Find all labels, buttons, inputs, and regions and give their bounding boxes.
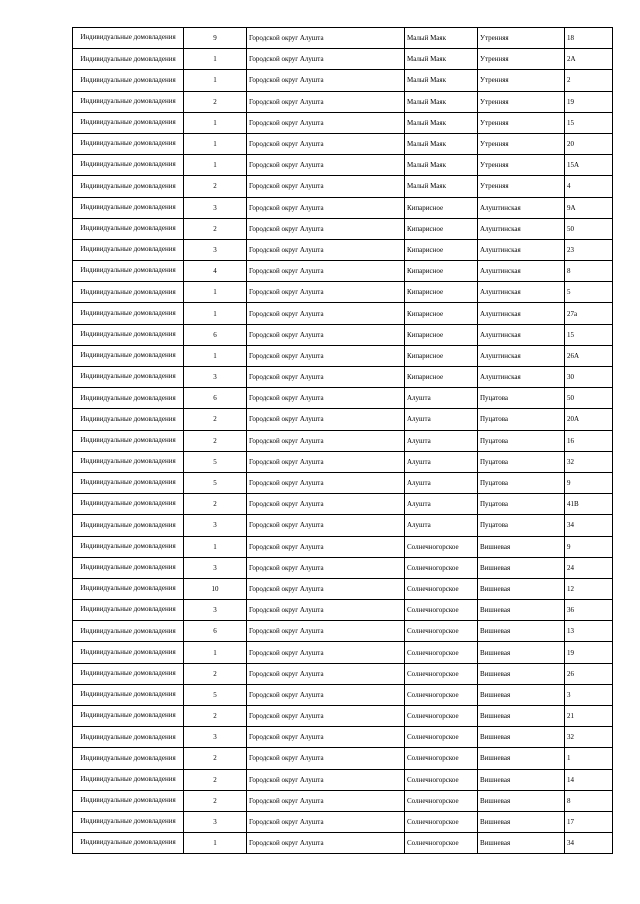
street-cell: Алуштинская xyxy=(478,197,565,218)
table-row xyxy=(73,706,613,727)
building-type-cell: Индивидуальные домовладения xyxy=(73,472,184,493)
locality-cell: Малый Маяк xyxy=(405,176,478,197)
count-cell: 2 xyxy=(184,218,247,239)
district-cell: Городской округ Алушта xyxy=(247,727,405,748)
count-cell: 2 xyxy=(184,663,247,684)
building-type-cell: Индивидуальные домовладения xyxy=(73,811,184,832)
locality-cell: Малый Маяк xyxy=(405,133,478,154)
locality-cell: Кипарисное xyxy=(405,239,478,260)
count-cell: 3 xyxy=(184,600,247,621)
table-row xyxy=(73,112,613,133)
count-cell: 2 xyxy=(184,494,247,515)
table-row xyxy=(73,197,613,218)
table-row xyxy=(73,133,613,154)
house-number-cell: 19 xyxy=(565,91,613,112)
table-row xyxy=(73,49,613,70)
street-cell: Вишневая xyxy=(478,684,565,705)
building-type-cell: Индивидуальные домовладения xyxy=(73,324,184,345)
count-cell: 1 xyxy=(184,112,247,133)
table-row xyxy=(73,303,613,324)
table-row xyxy=(73,472,613,493)
table-row xyxy=(73,155,613,176)
street-cell: Вишневая xyxy=(478,578,565,599)
house-number-cell: 23 xyxy=(565,239,613,260)
table-row xyxy=(73,515,613,536)
district-cell: Городской округ Алушта xyxy=(247,49,405,70)
table-row xyxy=(73,600,613,621)
district-cell: Городской округ Алушта xyxy=(247,748,405,769)
locality-cell: Солнечногорское xyxy=(405,748,478,769)
count-cell: 2 xyxy=(184,176,247,197)
count-cell: 1 xyxy=(184,536,247,557)
house-number-cell: 32 xyxy=(565,451,613,472)
building-type-cell: Индивидуальные домовладения xyxy=(73,557,184,578)
building-type-cell: Индивидуальные домовладения xyxy=(73,112,184,133)
building-type-cell: Индивидуальные домовладения xyxy=(73,155,184,176)
street-cell: Утренняя xyxy=(478,28,565,49)
house-number-cell: 19 xyxy=(565,642,613,663)
locality-cell: Кипарисное xyxy=(405,345,478,366)
locality-cell: Малый Маяк xyxy=(405,49,478,70)
count-cell: 6 xyxy=(184,388,247,409)
locality-cell: Солнечногорское xyxy=(405,727,478,748)
table-row xyxy=(73,684,613,705)
district-cell: Городской округ Алушта xyxy=(247,790,405,811)
table-row xyxy=(73,261,613,282)
street-cell: Пуцатова xyxy=(478,494,565,515)
street-cell: Вишневая xyxy=(478,790,565,811)
count-cell: 1 xyxy=(184,49,247,70)
locality-cell: Солнечногорское xyxy=(405,833,478,854)
street-cell: Утренняя xyxy=(478,133,565,154)
district-cell: Городской округ Алушта xyxy=(247,833,405,854)
locality-cell: Солнечногорское xyxy=(405,706,478,727)
locality-cell: Солнечногорское xyxy=(405,684,478,705)
building-type-cell: Индивидуальные домовладения xyxy=(73,727,184,748)
building-type-cell: Индивидуальные домовладения xyxy=(73,388,184,409)
house-number-cell: 14 xyxy=(565,769,613,790)
street-cell: Алуштинская xyxy=(478,303,565,324)
table-row xyxy=(73,367,613,388)
house-number-cell: 5 xyxy=(565,282,613,303)
locality-cell: Малый Маяк xyxy=(405,70,478,91)
count-cell: 2 xyxy=(184,790,247,811)
building-type-cell: Индивидуальные домовладения xyxy=(73,663,184,684)
district-cell: Городской округ Алушта xyxy=(247,133,405,154)
table-row xyxy=(73,642,613,663)
street-cell: Вишневая xyxy=(478,769,565,790)
district-cell: Городской округ Алушта xyxy=(247,578,405,599)
house-number-cell: 34 xyxy=(565,833,613,854)
locality-cell: Солнечногорское xyxy=(405,769,478,790)
building-type-cell: Индивидуальные домовладения xyxy=(73,748,184,769)
table-row xyxy=(73,218,613,239)
house-number-cell: 20 xyxy=(565,133,613,154)
district-cell: Городской округ Алушта xyxy=(247,28,405,49)
table-row xyxy=(73,324,613,345)
street-cell: Пуцатова xyxy=(478,430,565,451)
table-row xyxy=(73,430,613,451)
district-cell: Городской округ Алушта xyxy=(247,472,405,493)
locality-cell: Кипарисное xyxy=(405,282,478,303)
count-cell: 1 xyxy=(184,282,247,303)
count-cell: 1 xyxy=(184,303,247,324)
district-cell: Городской округ Алушта xyxy=(247,91,405,112)
building-type-cell: Индивидуальные домовладения xyxy=(73,303,184,324)
building-type-cell: Индивидуальные домовладения xyxy=(73,367,184,388)
house-number-cell: 16 xyxy=(565,430,613,451)
street-cell: Вишневая xyxy=(478,663,565,684)
locality-cell: Солнечногорское xyxy=(405,621,478,642)
house-number-cell: 21 xyxy=(565,706,613,727)
count-cell: 6 xyxy=(184,621,247,642)
locality-cell: Алушта xyxy=(405,472,478,493)
district-cell: Городской округ Алушта xyxy=(247,684,405,705)
count-cell: 1 xyxy=(184,155,247,176)
count-cell: 6 xyxy=(184,324,247,345)
street-cell: Вишневая xyxy=(478,748,565,769)
count-cell: 2 xyxy=(184,748,247,769)
house-number-cell: 9 xyxy=(565,472,613,493)
house-number-cell: 15 xyxy=(565,324,613,345)
building-type-cell: Индивидуальные домовладения xyxy=(73,833,184,854)
building-type-cell: Индивидуальные домовладения xyxy=(73,621,184,642)
count-cell: 1 xyxy=(184,345,247,366)
district-cell: Городской округ Алушта xyxy=(247,70,405,91)
building-type-cell: Индивидуальные домовладения xyxy=(73,706,184,727)
locality-cell: Солнечногорское xyxy=(405,642,478,663)
district-cell: Городской округ Алушта xyxy=(247,155,405,176)
street-cell: Пуцатова xyxy=(478,451,565,472)
locality-cell: Малый Маяк xyxy=(405,91,478,112)
building-type-cell: Индивидуальные домовладения xyxy=(73,430,184,451)
street-cell: Алуштинская xyxy=(478,367,565,388)
count-cell: 2 xyxy=(184,91,247,112)
locality-cell: Малый Маяк xyxy=(405,112,478,133)
street-cell: Пуцатова xyxy=(478,409,565,430)
house-number-cell: 26А xyxy=(565,345,613,366)
house-number-cell: 2 xyxy=(565,70,613,91)
house-number-cell: 1 xyxy=(565,748,613,769)
district-cell: Городской округ Алушта xyxy=(247,112,405,133)
locality-cell: Солнечногорское xyxy=(405,790,478,811)
house-number-cell: 36 xyxy=(565,600,613,621)
locality-cell: Солнечногорское xyxy=(405,663,478,684)
count-cell: 5 xyxy=(184,472,247,493)
locality-cell: Кипарисное xyxy=(405,197,478,218)
district-cell: Городской округ Алушта xyxy=(247,621,405,642)
count-cell: 3 xyxy=(184,515,247,536)
street-cell: Алуштинская xyxy=(478,261,565,282)
street-cell: Алуштинская xyxy=(478,345,565,366)
count-cell: 3 xyxy=(184,197,247,218)
house-number-cell: 34 xyxy=(565,515,613,536)
table-body xyxy=(73,28,613,854)
locality-cell: Малый Маяк xyxy=(405,155,478,176)
table-row xyxy=(73,282,613,303)
building-type-cell: Индивидуальные домовладения xyxy=(73,261,184,282)
locality-cell: Алушта xyxy=(405,430,478,451)
building-type-cell: Индивидуальные домовладения xyxy=(73,197,184,218)
table-row xyxy=(73,769,613,790)
address-table xyxy=(72,27,613,854)
street-cell: Пуцатова xyxy=(478,388,565,409)
locality-cell: Кипарисное xyxy=(405,261,478,282)
count-cell: 9 xyxy=(184,28,247,49)
house-number-cell: 4 xyxy=(565,176,613,197)
building-type-cell: Индивидуальные домовладения xyxy=(73,91,184,112)
house-number-cell: 12 xyxy=(565,578,613,599)
locality-cell: Солнечногорское xyxy=(405,557,478,578)
building-type-cell: Индивидуальные домовладения xyxy=(73,239,184,260)
building-type-cell: Индивидуальные домовладения xyxy=(73,451,184,472)
house-number-cell: 9 xyxy=(565,536,613,557)
table-row xyxy=(73,536,613,557)
count-cell: 2 xyxy=(184,769,247,790)
count-cell: 4 xyxy=(184,261,247,282)
street-cell: Алуштинская xyxy=(478,324,565,345)
house-number-cell: 20А xyxy=(565,409,613,430)
house-number-cell: 24 xyxy=(565,557,613,578)
table-row xyxy=(73,811,613,832)
street-cell: Вишневая xyxy=(478,727,565,748)
table-row xyxy=(73,345,613,366)
building-type-cell: Индивидуальные домовладения xyxy=(73,494,184,515)
building-type-cell: Индивидуальные домовладения xyxy=(73,578,184,599)
table-row xyxy=(73,70,613,91)
district-cell: Городской округ Алушта xyxy=(247,197,405,218)
street-cell: Вишневая xyxy=(478,557,565,578)
street-cell: Алуштинская xyxy=(478,239,565,260)
locality-cell: Кипарисное xyxy=(405,218,478,239)
building-type-cell: Индивидуальные домовладения xyxy=(73,515,184,536)
district-cell: Городской округ Алушта xyxy=(247,557,405,578)
table-row xyxy=(73,409,613,430)
building-type-cell: Индивидуальные домовладения xyxy=(73,282,184,303)
building-type-cell: Индивидуальные домовладения xyxy=(73,600,184,621)
street-cell: Алуштинская xyxy=(478,282,565,303)
building-type-cell: Индивидуальные домовладения xyxy=(73,176,184,197)
district-cell: Городской округ Алушта xyxy=(247,218,405,239)
house-number-cell: 30 xyxy=(565,367,613,388)
table-row xyxy=(73,621,613,642)
house-number-cell: 9А xyxy=(565,197,613,218)
house-number-cell: 50 xyxy=(565,218,613,239)
count-cell: 3 xyxy=(184,367,247,388)
locality-cell: Кипарисное xyxy=(405,367,478,388)
table-row xyxy=(73,28,613,49)
table-row xyxy=(73,790,613,811)
table-row xyxy=(73,557,613,578)
district-cell: Городской округ Алушта xyxy=(247,515,405,536)
table-row xyxy=(73,727,613,748)
count-cell: 1 xyxy=(184,833,247,854)
district-cell: Городской округ Алушта xyxy=(247,176,405,197)
table-row xyxy=(73,388,613,409)
table-row xyxy=(73,833,613,854)
house-number-cell: 41В xyxy=(565,494,613,515)
count-cell: 1 xyxy=(184,642,247,663)
house-number-cell: 27а xyxy=(565,303,613,324)
count-cell: 1 xyxy=(184,70,247,91)
street-cell: Вишневая xyxy=(478,600,565,621)
building-type-cell: Индивидуальные домовладения xyxy=(73,790,184,811)
district-cell: Городской округ Алушта xyxy=(247,303,405,324)
district-cell: Городской округ Алушта xyxy=(247,600,405,621)
building-type-cell: Индивидуальные домовладения xyxy=(73,345,184,366)
locality-cell: Алушта xyxy=(405,494,478,515)
district-cell: Городской округ Алушта xyxy=(247,430,405,451)
district-cell: Городской округ Алушта xyxy=(247,261,405,282)
locality-cell: Солнечногорское xyxy=(405,811,478,832)
count-cell: 10 xyxy=(184,578,247,599)
locality-cell: Алушта xyxy=(405,451,478,472)
district-cell: Городской округ Алушта xyxy=(247,811,405,832)
street-cell: Утренняя xyxy=(478,70,565,91)
street-cell: Утренняя xyxy=(478,155,565,176)
house-number-cell: 13 xyxy=(565,621,613,642)
district-cell: Городской округ Алушта xyxy=(247,642,405,663)
district-cell: Городской округ Алушта xyxy=(247,769,405,790)
count-cell: 2 xyxy=(184,430,247,451)
street-cell: Утренняя xyxy=(478,112,565,133)
table-row xyxy=(73,176,613,197)
table-row xyxy=(73,494,613,515)
building-type-cell: Индивидуальные домовладения xyxy=(73,769,184,790)
street-cell: Утренняя xyxy=(478,49,565,70)
table-row xyxy=(73,578,613,599)
house-number-cell: 8 xyxy=(565,261,613,282)
building-type-cell: Индивидуальные домовладения xyxy=(73,49,184,70)
district-cell: Городской округ Алушта xyxy=(247,451,405,472)
street-cell: Вишневая xyxy=(478,811,565,832)
street-cell: Пуцатова xyxy=(478,472,565,493)
house-number-cell: 26 xyxy=(565,663,613,684)
locality-cell: Кипарисное xyxy=(405,324,478,345)
building-type-cell: Индивидуальные домовладения xyxy=(73,684,184,705)
house-number-cell: 8 xyxy=(565,790,613,811)
locality-cell: Кипарисное xyxy=(405,303,478,324)
building-type-cell: Индивидуальные домовладения xyxy=(73,133,184,154)
street-cell: Утренняя xyxy=(478,176,565,197)
count-cell: 5 xyxy=(184,451,247,472)
locality-cell: Солнечногорское xyxy=(405,600,478,621)
street-cell: Пуцатова xyxy=(478,515,565,536)
count-cell: 3 xyxy=(184,557,247,578)
building-type-cell: Индивидуальные домовладения xyxy=(73,70,184,91)
house-number-cell: 32 xyxy=(565,727,613,748)
district-cell: Городской округ Алушта xyxy=(247,706,405,727)
building-type-cell: Индивидуальные домовладения xyxy=(73,409,184,430)
locality-cell: Алушта xyxy=(405,409,478,430)
house-number-cell: 18 xyxy=(565,28,613,49)
street-cell: Вишневая xyxy=(478,833,565,854)
district-cell: Городской округ Алушта xyxy=(247,663,405,684)
district-cell: Городской округ Алушта xyxy=(247,409,405,430)
locality-cell: Алушта xyxy=(405,388,478,409)
locality-cell: Солнечногорское xyxy=(405,578,478,599)
locality-cell: Солнечногорское xyxy=(405,536,478,557)
district-cell: Городской округ Алушта xyxy=(247,494,405,515)
table-row xyxy=(73,663,613,684)
district-cell: Городской округ Алушта xyxy=(247,367,405,388)
table-row xyxy=(73,239,613,260)
building-type-cell: Индивидуальные домовладения xyxy=(73,28,184,49)
street-cell: Вишневая xyxy=(478,706,565,727)
table-row xyxy=(73,748,613,769)
building-type-cell: Индивидуальные домовладения xyxy=(73,642,184,663)
district-cell: Городской округ Алушта xyxy=(247,345,405,366)
locality-cell: Малый Маяк xyxy=(405,28,478,49)
house-number-cell: 15 xyxy=(565,112,613,133)
building-type-cell: Индивидуальные домовладения xyxy=(73,536,184,557)
count-cell: 2 xyxy=(184,409,247,430)
count-cell: 5 xyxy=(184,684,247,705)
street-cell: Утренняя xyxy=(478,91,565,112)
count-cell: 3 xyxy=(184,239,247,260)
district-cell: Городской округ Алушта xyxy=(247,239,405,260)
district-cell: Городской округ Алушта xyxy=(247,324,405,345)
count-cell: 3 xyxy=(184,811,247,832)
house-number-cell: 15А xyxy=(565,155,613,176)
count-cell: 2 xyxy=(184,706,247,727)
locality-cell: Алушта xyxy=(405,515,478,536)
street-cell: Алуштинская xyxy=(478,218,565,239)
district-cell: Городской округ Алушта xyxy=(247,282,405,303)
house-number-cell: 50 xyxy=(565,388,613,409)
district-cell: Городской округ Алушта xyxy=(247,536,405,557)
street-cell: Вишневая xyxy=(478,621,565,642)
table-row xyxy=(73,451,613,472)
street-cell: Вишневая xyxy=(478,536,565,557)
table-row xyxy=(73,91,613,112)
street-cell: Вишневая xyxy=(478,642,565,663)
count-cell: 3 xyxy=(184,727,247,748)
house-number-cell: 17 xyxy=(565,811,613,832)
house-number-cell: 2А xyxy=(565,49,613,70)
count-cell: 1 xyxy=(184,133,247,154)
building-type-cell: Индивидуальные домовладения xyxy=(73,218,184,239)
house-number-cell: 3 xyxy=(565,684,613,705)
district-cell: Городской округ Алушта xyxy=(247,388,405,409)
